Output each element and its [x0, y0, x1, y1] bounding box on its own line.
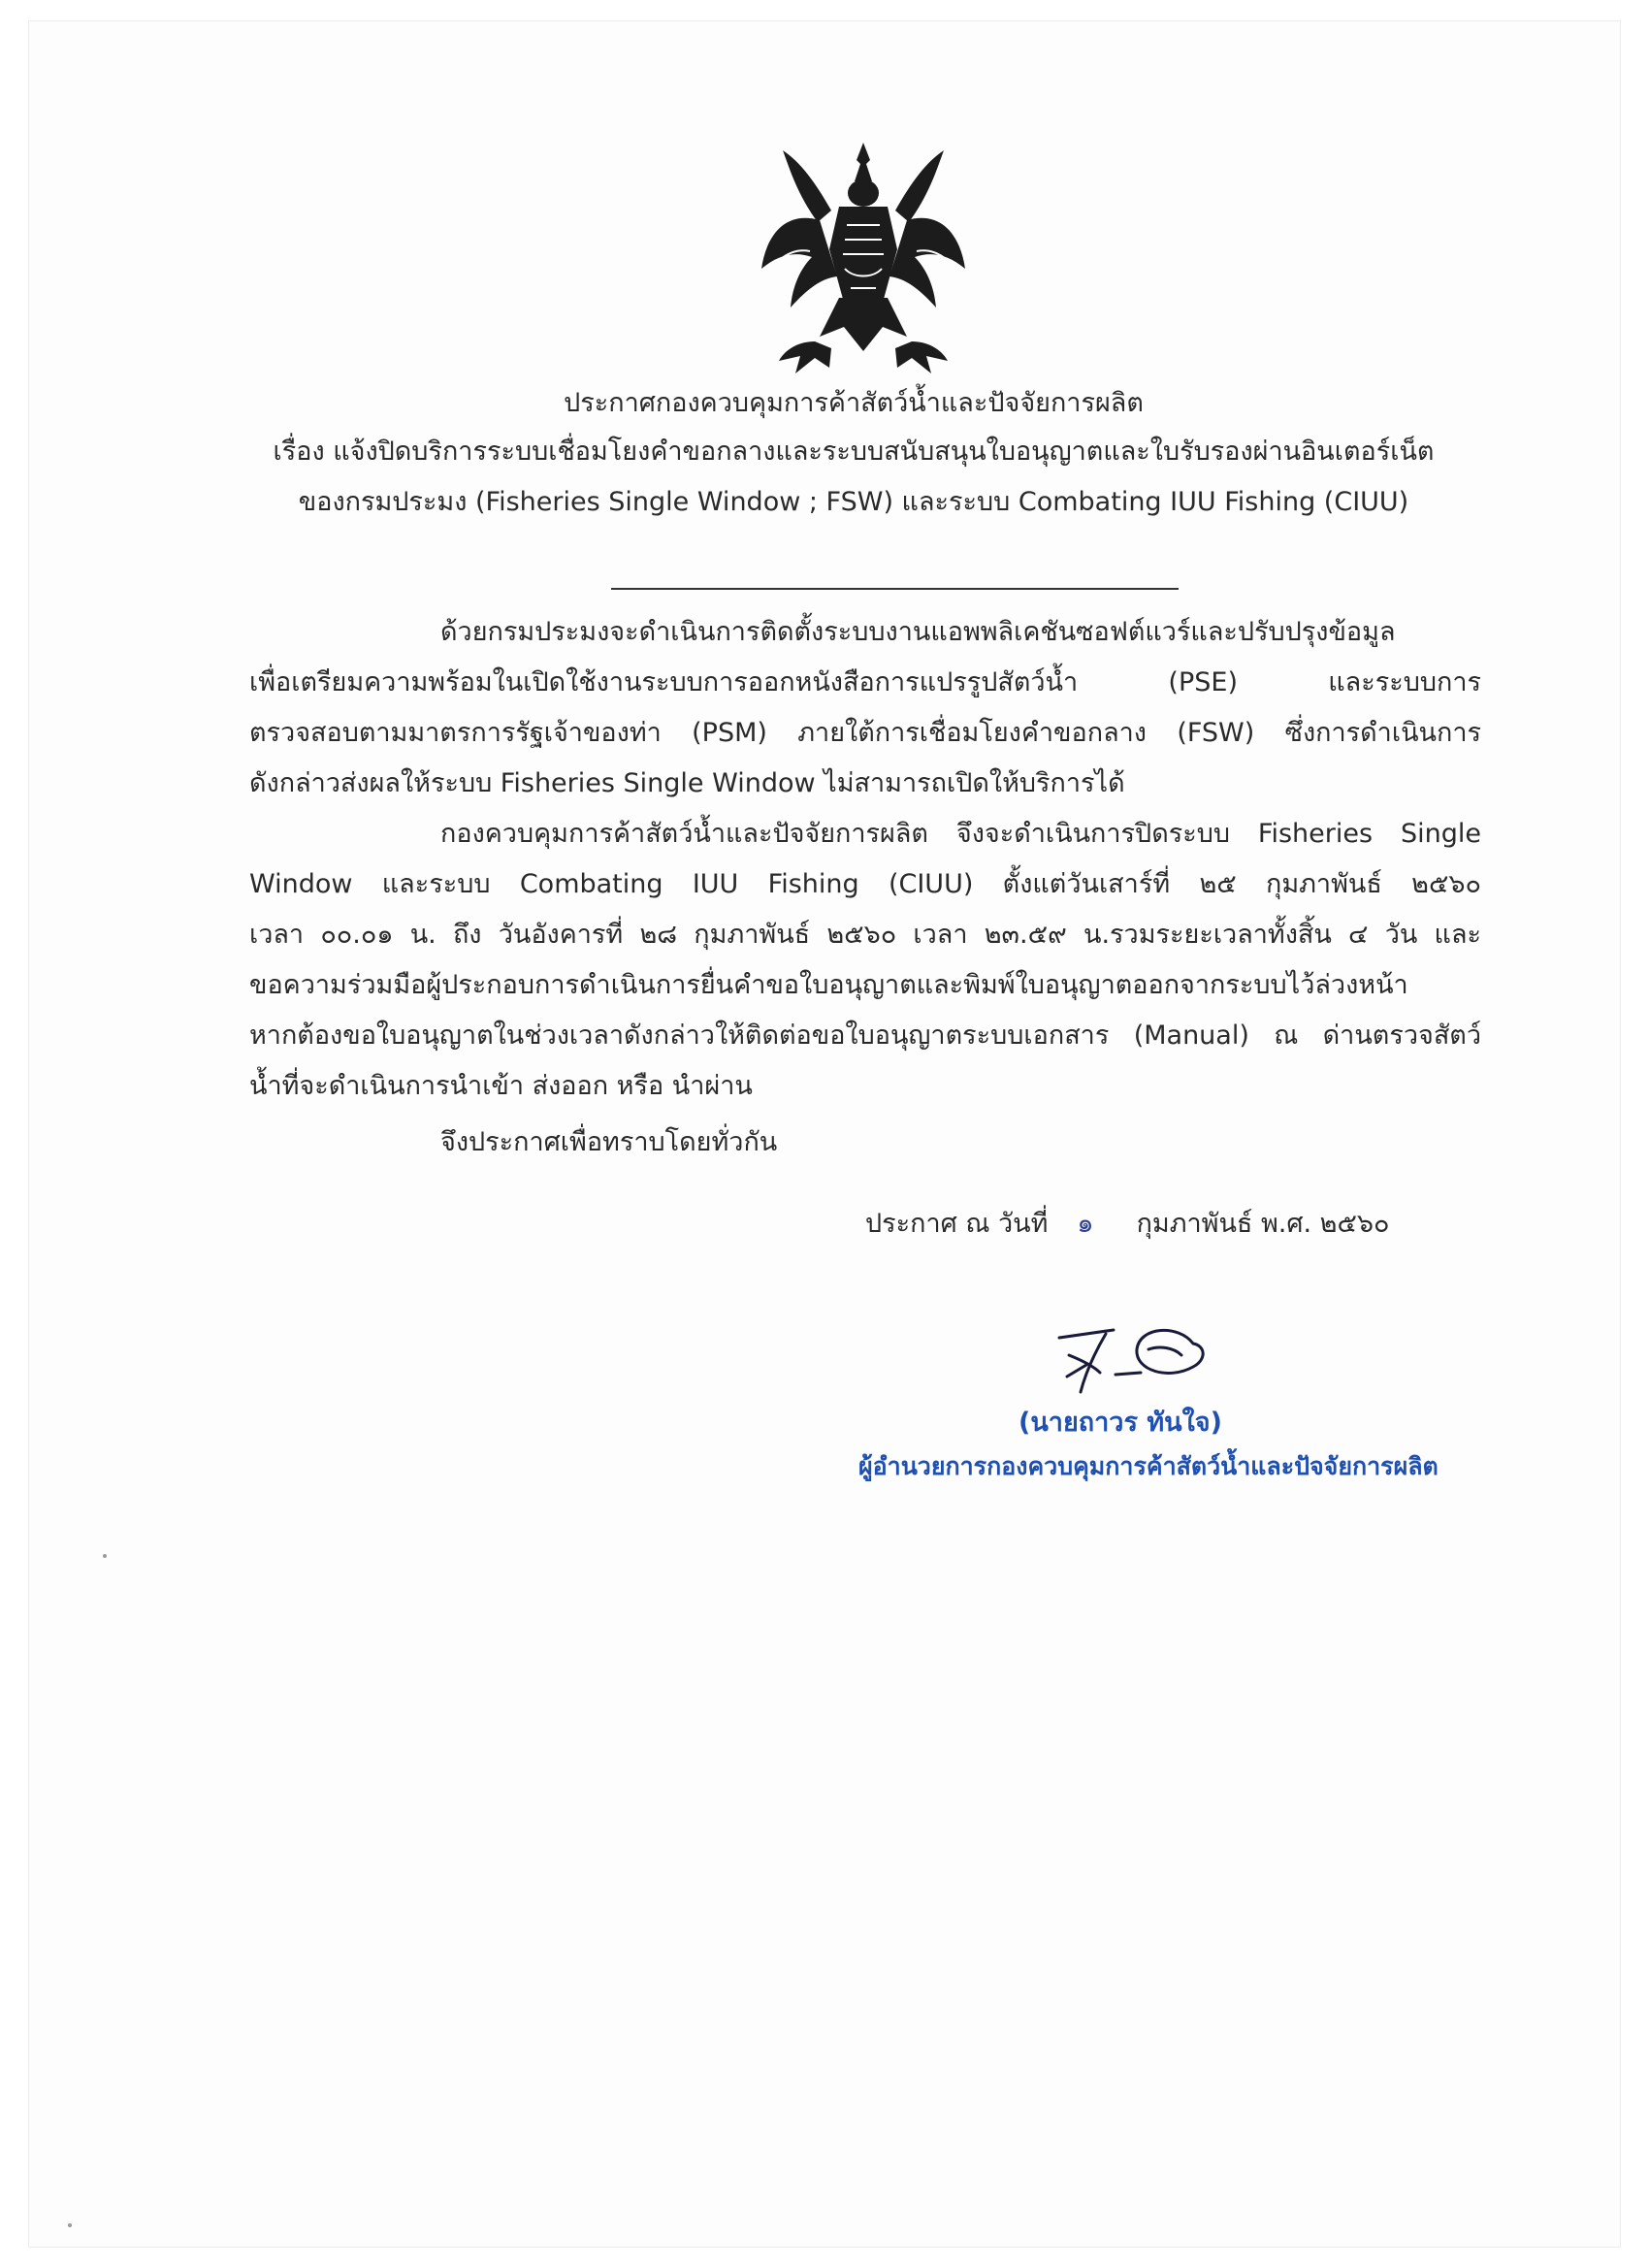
paragraph-1-line: เพื่อเตรียมความพร้อมในเปิดใช้งานระบบการออกหนังสือการแปรรูปสัตว์น้ำ (PSE) และระบบการ	[249, 667, 1481, 697]
paragraph-1-line: ด้วยกรมประมงจะดำเนินการติดตั้งระบบงานแอพพลิเคชันซอฟต์แวร์และปรับปรุงข้อมูล	[440, 617, 1396, 647]
paragraph-2-line: น้ำที่จะดำเนินการนำเข้า ส่งออก หรือ นำผ่าน	[249, 1071, 753, 1101]
announcement-subject-continued: ของกรมประมง (Fisheries Single Window ; FSW) และระบบ Combating IUU Fishing (CIUU)	[298, 487, 1409, 517]
paragraph-2-line: Window และระบบ Combating IUU Fishing (CIUU) ตั้งแต่วันเสาร์ที่ ๒๕ กุมภาพันธ์ ๒๕๖๐	[249, 869, 1481, 899]
paragraph-1-line: ตรวจสอบตามมาตรการรัฐเจ้าของท่า (PSM) ภายใต้การเชื่อมโยงคำขอกลาง (FSW) ซึ่งการดำเนินการ	[249, 718, 1481, 748]
date-prefix: ประกาศ ณ วันที่	[865, 1209, 1049, 1239]
signer-name: (นายถาวร ทันใจ)	[1018, 1408, 1222, 1438]
announcement-issuer: ประกาศกองควบคุมการค้าสัตว์น้ำและปัจจัยการผลิต	[564, 388, 1144, 418]
signer-title: ผู้อำนวยการกองควบคุมการค้าสัตว์น้ำและปัจจัยการผลิต	[858, 1452, 1439, 1480]
paragraph-2-line: หากต้องขอใบอนุญาตในช่วงเวลาดังกล่าวให้ติดต่อขอใบอนุญาตระบบเอกสาร (Manual) ณ ด่านตรวจสัตว์	[249, 1021, 1481, 1051]
header-divider	[611, 588, 1179, 590]
garuda-emblem-icon	[761, 143, 965, 385]
scan-speck	[103, 1554, 107, 1558]
closing-statement: จึงประกาศเพื่อทราบโดยทั่วกัน	[440, 1127, 778, 1157]
paragraph-2-line: ขอความร่วมมือผู้ประกอบการดำเนินการยื่นคำขอใบอนุญาตและพิมพ์ใบอนุญาตออกจากระบบไว้ล่วงหน้า	[249, 970, 1408, 1000]
scan-speck	[68, 2223, 72, 2227]
announcement-subject: เรื่อง แจ้งปิดบริการระบบเชื่อมโยงคำขอกลางและระบบสนับสนุนใบอนุญาตและใบรับรองผ่านอินเตอร์เน็ต	[273, 437, 1435, 467]
paragraph-2-line: เวลา ๐๐.๐๑ น. ถึง วันอังคารที่ ๒๘ กุมภาพันธ์ ๒๕๖๐ เวลา ๒๓.๕๙ น.รวมระยะเวลาทั้งสิ้น ๔ วัน และ	[249, 920, 1481, 950]
paragraph-1-line: ดังกล่าวส่งผลให้ระบบ Fisheries Single Window ไม่สามารถเปิดให้บริการได้	[249, 768, 1125, 798]
handwritten-signature-icon	[1048, 1316, 1222, 1404]
date-month-year: กุมภาพันธ์ พ.ศ. ๒๕๖๐	[1136, 1209, 1390, 1239]
announcement-date	[865, 1205, 1390, 1244]
document-page	[29, 21, 1620, 2247]
paragraph-2-line: กองควบคุมการค้าสัตว์น้ำและปัจจัยการผลิต จึงจะดำเนินการปิดระบบ Fisheries Single	[440, 819, 1481, 849]
date-day: ๑	[1077, 1209, 1094, 1239]
